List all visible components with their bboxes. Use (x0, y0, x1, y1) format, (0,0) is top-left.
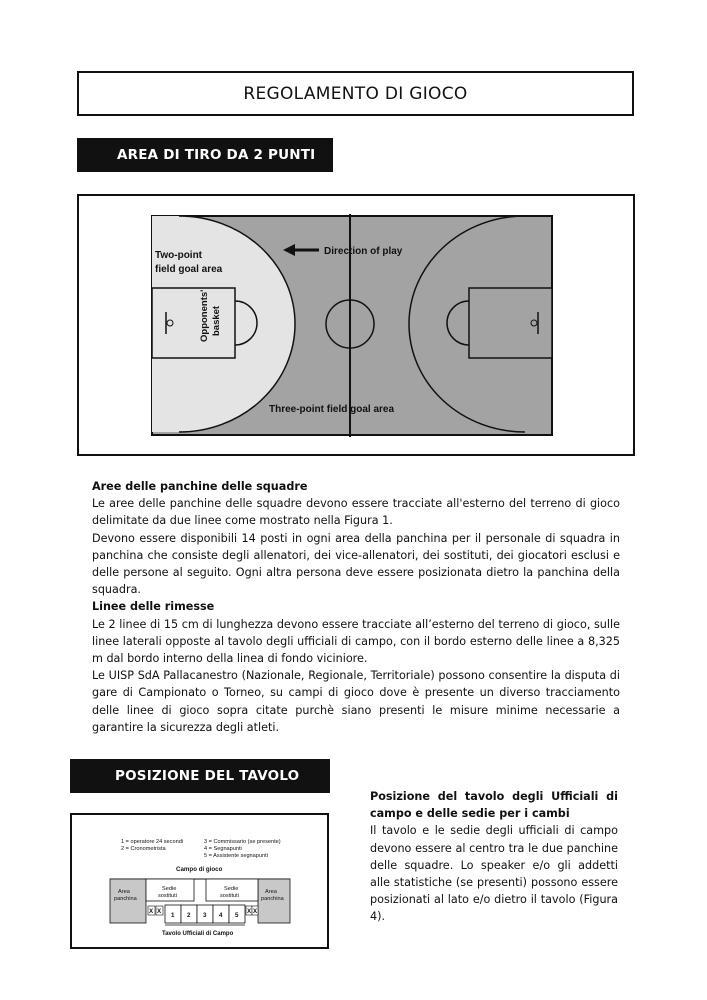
area-panchina-right-1: Area (265, 889, 277, 895)
basket-label-2: basket (211, 305, 222, 336)
left-key (152, 288, 235, 358)
sedie-right-1: Sedie (224, 886, 239, 892)
section-header-area-tiro (77, 138, 333, 172)
court-figure (77, 194, 635, 456)
two-point-label-2: field goal area (155, 264, 223, 275)
section-title: AREA DI TIRO DA 2 PUNTI (117, 147, 316, 163)
seat-label-5: 5 (235, 912, 239, 919)
side-heading: Posizione del tavolo degli Ufficiali di campo e delle sedie per i cambi (370, 790, 618, 821)
direction-label: Direction of play (324, 246, 403, 257)
area-panchina-left-2: panchina (114, 896, 137, 902)
three-point-label: Three-point field goal area (269, 404, 395, 415)
section-header-posizione-tavolo (70, 759, 330, 793)
heading-panchine: Aree delle panchine delle squadre (92, 480, 308, 493)
legend-4: 4 = Segnapunti (204, 846, 242, 852)
basket-label-1: Opponents' (199, 289, 210, 342)
x-mark: X (149, 908, 154, 915)
x-mark: X (253, 908, 258, 915)
court-diagram (79, 196, 633, 454)
legend-3: 3 = Commissario (se presente) (204, 839, 281, 845)
seat-label-3: 3 (203, 912, 207, 919)
seat-label-4: 4 (219, 912, 223, 919)
seat-label-1: 1 (171, 912, 175, 919)
area-panchina-left-1: Area (118, 889, 130, 895)
para-panchine-2: Devono essere disponibili 14 posti in ogni area della panchina per il personale di squadra in panchina che consiste degli allenatori, dei vice-allenatori, dei sostituti, dei giocatori esclusi e delle persone al seguito. Ogni altra persona deve essere posizionata dietro la panchina della squadra. (92, 531, 620, 597)
heading-rimesse: Linee delle rimesse (92, 600, 215, 614)
page-title: REGOLAMENTO DI GIOCO (243, 83, 468, 104)
area-panchina-right-2: panchina (261, 896, 284, 902)
x-mark: X (247, 908, 252, 915)
table-label: Tavolo Ufficiali di Campo (162, 931, 234, 937)
side-text (370, 788, 618, 926)
seat-label-2: 2 (187, 912, 191, 919)
sedie-right-2: sostituti (220, 893, 239, 899)
x-mark: X (157, 908, 162, 915)
legend-2: 2 = Cronometrista (121, 846, 166, 852)
page-title-box (77, 71, 634, 116)
legend-1: 1 = operatore 24 secondi (121, 839, 184, 845)
body-text (92, 478, 620, 736)
table-diagram (72, 815, 327, 947)
legend-5: 5 = Assistente segnapunti (204, 853, 268, 859)
para-rimesse-1: Le 2 linee di 15 cm di lunghezza devono essere tracciate all’esterno del terreno di gioco, sulle linee laterali opposte al tavolo degli ufficiali di campo, con il bordo esterno delle linee a 8,325 m dal bordo interno della linea di fondo viciniore. (92, 617, 620, 666)
sedie-left-2: sostituti (158, 893, 177, 899)
campo-label: Campo di gioco (176, 866, 223, 873)
para-panchine-1: Le aree delle panchine delle squadre devono essere tracciate all'esterno del terreno di gioco delimitate da due linee come mostrato nella Figura 1. (92, 497, 620, 528)
section-title: POSIZIONE DEL TAVOLO (115, 768, 300, 784)
right-key (469, 288, 552, 358)
para-rimesse-2: Le UISP SdA Pallacanestro (Nazionale, Regionale, Territoriale) possono consentire la disputa di gare di Campionato o Torneo, su campi di gioco dove è presente un diverso tracciamento delle linee di gioco sopra citate purchè siano presenti le misure minime necessarie a garantire la sicurezza degli atleti. (92, 669, 620, 734)
table-figure (70, 813, 329, 949)
two-point-label-1: Two-point (155, 250, 203, 261)
sedie-left-1: Sedie (162, 886, 177, 892)
side-paragraph: Il tavolo e le sedie degli ufficiali di campo devono essere al centro tra le due panchine delle squadre. Lo speaker e/o gli addetti alle statistiche (se presenti) possono essere posizionati al lato e/o dietro il tavolo (Figura 4). (370, 824, 618, 924)
